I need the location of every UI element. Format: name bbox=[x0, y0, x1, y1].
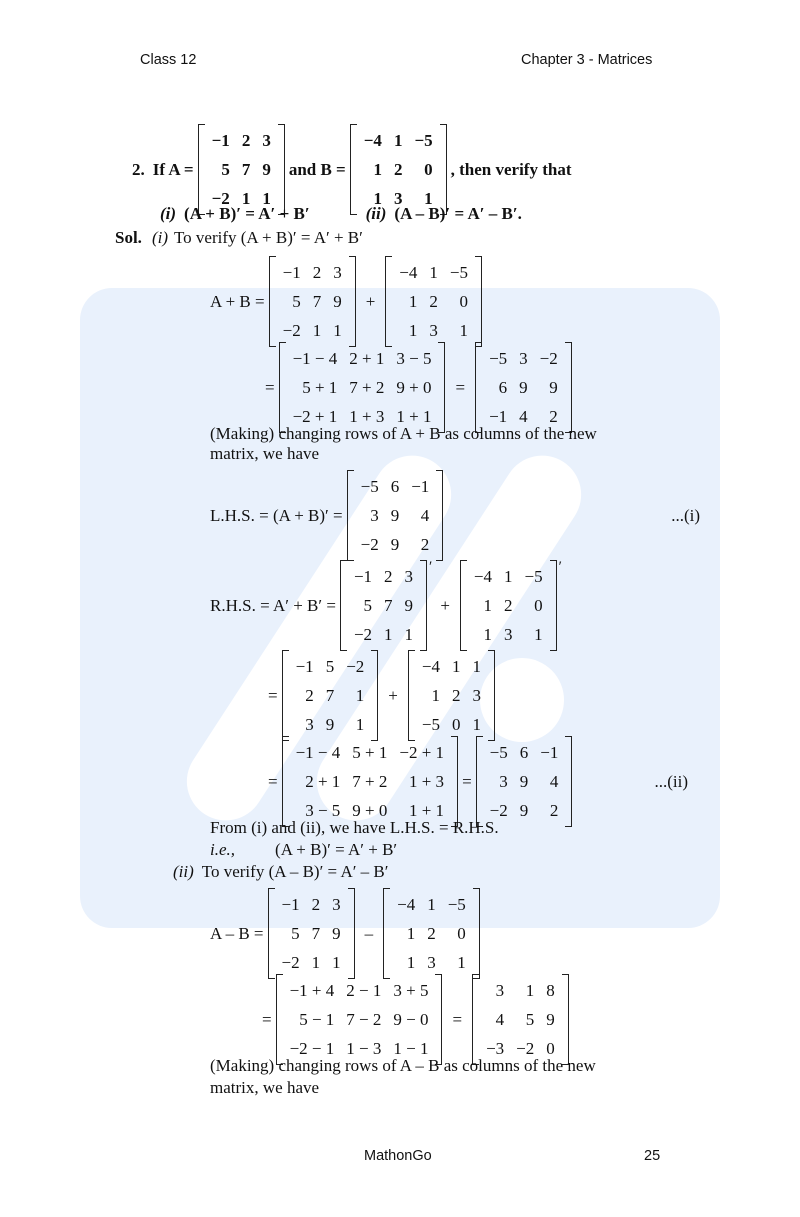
matrix-cell: 3 − 5 bbox=[305, 800, 341, 820]
equation-tag-i: ...(i) bbox=[671, 505, 700, 525]
matrix-cell: −2 bbox=[346, 656, 365, 676]
matrix-cell: −2 bbox=[489, 800, 508, 820]
matrix-cell: 2 bbox=[384, 566, 393, 586]
lhs-label: L.H.S. = (A + B)′ = bbox=[210, 505, 343, 525]
matrix-cell: 1 bbox=[404, 624, 414, 644]
matrix-cell: 1 bbox=[459, 320, 468, 340]
matrix-cell: 1 bbox=[262, 188, 271, 208]
matrix-cell: 9 + 0 bbox=[396, 377, 432, 397]
sol-part-i-label: (i) bbox=[151, 228, 168, 247]
matrix-cell: −2 − 1 bbox=[289, 1038, 335, 1058]
amb-diff-expr-matrix bbox=[276, 974, 443, 1065]
matrix-cell: 9 bbox=[332, 923, 341, 943]
matrix-cell: 3 bbox=[499, 771, 508, 791]
matrix-cell: 1 bbox=[312, 320, 322, 340]
matrix-cell: 3 bbox=[262, 130, 271, 150]
header-class-label: Class 12 bbox=[140, 52, 197, 68]
matrix-cell: −1 bbox=[295, 656, 314, 676]
matrix-cell: 9 bbox=[519, 800, 529, 820]
matrix-cell: −5 bbox=[414, 130, 433, 150]
matrix-cell: −1 bbox=[282, 262, 301, 282]
matrix-cell: 4 bbox=[420, 505, 430, 525]
matrix-cell: 1 bbox=[408, 291, 418, 311]
amb-matrix-A bbox=[268, 888, 355, 979]
rhs-transposed-line bbox=[268, 650, 499, 741]
matrix-cell: 9 − 0 bbox=[393, 1009, 429, 1029]
rhs-sum-expr-matrix bbox=[282, 736, 458, 827]
matrix-cell: −5 bbox=[447, 894, 466, 914]
part-i-label: (i) bbox=[160, 204, 177, 223]
equals-sign: = bbox=[455, 377, 466, 397]
rhs-sum-line bbox=[268, 736, 688, 827]
page-number: 25 bbox=[644, 1148, 661, 1164]
rhs-label: R.H.S. = A′ + B′ = bbox=[210, 595, 336, 615]
part-ii-intro-line bbox=[173, 862, 389, 882]
apb-matrix-B bbox=[385, 256, 482, 347]
matrix-cell: 5 bbox=[292, 291, 301, 311]
matrix-cell: 9 bbox=[390, 534, 400, 554]
equals-sign: = bbox=[462, 771, 472, 791]
matrix-cell: −1 bbox=[211, 130, 230, 150]
matrix-cell: 0 bbox=[459, 291, 468, 311]
matrix-cell: −1 − 4 bbox=[292, 348, 338, 368]
matrix-cell: 4 bbox=[519, 406, 528, 426]
sol-part-ii-intro: To verify (A – B)′ = A′ – B′ bbox=[201, 862, 389, 881]
plus-sign: + bbox=[365, 291, 376, 311]
matrix-cell: 9 bbox=[519, 771, 529, 791]
matrix-cell: 3 − 5 bbox=[396, 348, 432, 368]
matrix-cell: 9 bbox=[333, 291, 342, 311]
matrix-cell: 1 bbox=[241, 188, 251, 208]
rhs-line bbox=[210, 560, 564, 651]
matrix-cell: 5 bbox=[325, 656, 335, 676]
matrix-cell: −4 bbox=[363, 130, 382, 150]
transpose-explanation-4: matrix, we have bbox=[210, 1078, 320, 1097]
matrix-cell: 1 + 3 bbox=[349, 406, 385, 426]
matrix-cell: −5 bbox=[360, 476, 379, 496]
matrix-cell: −5 bbox=[449, 262, 468, 282]
matrix-cell: 3 bbox=[305, 714, 314, 734]
matrix-cell: 3 bbox=[495, 980, 505, 1000]
matrix-cell: 9 bbox=[262, 159, 271, 179]
rhs-matrix-A bbox=[340, 560, 427, 651]
matrix-cell: 6 bbox=[498, 377, 508, 397]
matrix-cell: 1 bbox=[504, 566, 513, 586]
matrix-cell: −2 + 1 bbox=[292, 406, 338, 426]
matrix-cell: 0 bbox=[424, 159, 433, 179]
apb-label: A + B = bbox=[210, 291, 265, 311]
ie-label: i.e., bbox=[210, 840, 236, 859]
matrix-cell: 6 bbox=[390, 476, 400, 496]
matrix-cell: 1 bbox=[332, 952, 341, 972]
matrix-cell: 7 bbox=[325, 685, 335, 705]
matrix-cell: 1 − 1 bbox=[393, 1038, 429, 1058]
matrix-cell: 9 bbox=[549, 377, 558, 397]
matrix-cell: 2 bbox=[312, 262, 322, 282]
matrix-cell: −5 bbox=[524, 566, 543, 586]
matrix-cell: −1 + 4 bbox=[289, 980, 335, 1000]
matrix-cell: −1 − 4 bbox=[295, 742, 341, 762]
transpose-explanation-3: (Making) changing rows of A – B as columns of the new bbox=[210, 1056, 596, 1075]
matrix-cell: 2 bbox=[311, 894, 321, 914]
matrix-cell: 4 bbox=[495, 1009, 505, 1029]
question-tail: , then verify that bbox=[450, 159, 572, 179]
matrix-cell: 5 − 1 bbox=[299, 1009, 335, 1029]
matrix-cell: 1 + 3 bbox=[408, 771, 445, 791]
matrix-cell: −1 bbox=[411, 476, 430, 496]
apb-matrix-A bbox=[269, 256, 356, 347]
matrix-cell: 1 bbox=[384, 624, 393, 644]
matrix-cell: 0 bbox=[534, 595, 543, 615]
matrix-cell: 7 bbox=[312, 291, 322, 311]
matrix-cell: 7 bbox=[241, 159, 251, 179]
sol-part-ii-label: (ii) bbox=[173, 862, 194, 881]
matrix-cell: 7 + 2 bbox=[352, 771, 388, 791]
matrix-cell: 1 bbox=[373, 188, 382, 208]
matrix-cell: 3 bbox=[472, 685, 481, 705]
transpose-explanation-1: (Making) changing rows of A + B as columns of the new bbox=[210, 424, 597, 443]
question-parts bbox=[160, 204, 522, 224]
equation-tag-ii: ...(ii) bbox=[654, 771, 688, 791]
question-number: 2. bbox=[132, 159, 145, 179]
transpose-explanation-2: matrix, we have bbox=[210, 444, 320, 463]
a-plus-b-line bbox=[210, 256, 486, 347]
matrix-A bbox=[198, 124, 285, 215]
equals-sign: = bbox=[265, 377, 275, 397]
matrix-cell: −1 bbox=[353, 566, 373, 586]
equals-sign: = bbox=[268, 771, 278, 791]
minus-sign: – bbox=[364, 923, 374, 943]
matrix-cell: 2 bbox=[241, 130, 251, 150]
matrix-cell: 1 bbox=[525, 980, 535, 1000]
amb-matrix-B bbox=[383, 888, 480, 979]
matrix-cell: 9 bbox=[546, 1009, 555, 1029]
matrix-cell: 9 bbox=[390, 505, 400, 525]
matrix-cell: −5 bbox=[489, 742, 508, 762]
matrix-cell: −2 bbox=[360, 534, 379, 554]
solution-intro bbox=[115, 228, 363, 248]
matrix-cell: −2 bbox=[539, 348, 558, 368]
matrix-cell: 7 − 2 bbox=[346, 1009, 382, 1029]
rhs-At-matrix bbox=[282, 650, 379, 741]
matrix-cell: 1 bbox=[457, 952, 466, 972]
matrix-cell: 2 − 1 bbox=[346, 980, 382, 1000]
matrix-cell: 9 bbox=[325, 714, 335, 734]
matrix-cell: 3 bbox=[393, 188, 403, 208]
equals-sign: = bbox=[262, 1009, 272, 1029]
matrix-cell: −2 bbox=[281, 952, 300, 972]
matrix-cell: 3 bbox=[404, 566, 414, 586]
matrix-cell: 2 bbox=[393, 159, 403, 179]
question-lead: If A = bbox=[152, 159, 194, 179]
matrix-cell: 9 + 0 bbox=[352, 800, 388, 820]
matrix-cell: 2 + 1 bbox=[349, 348, 385, 368]
matrix-cell: 2 bbox=[504, 595, 513, 615]
matrix-cell: −2 bbox=[282, 320, 301, 340]
question-statement bbox=[132, 124, 572, 215]
a-minus-b-line bbox=[210, 888, 484, 979]
matrix-cell: 1 bbox=[427, 894, 436, 914]
matrix-cell: 5 bbox=[291, 923, 300, 943]
matrix-cell: 2 bbox=[305, 685, 314, 705]
matrix-cell: 1 bbox=[451, 656, 461, 676]
plus-sign: + bbox=[388, 685, 398, 705]
plus-sign: + bbox=[440, 595, 450, 615]
matrix-cell: 3 bbox=[427, 952, 436, 972]
matrix-cell: 3 bbox=[333, 262, 342, 282]
matrix-cell: 2 bbox=[549, 406, 558, 426]
matrix-cell: −4 bbox=[473, 566, 493, 586]
matrix-cell: 7 + 2 bbox=[349, 377, 385, 397]
lhs-line bbox=[210, 470, 700, 561]
matrix-cell: 1 + 1 bbox=[408, 800, 445, 820]
matrix-cell: 1 bbox=[406, 923, 416, 943]
matrix-cell: 1 bbox=[483, 595, 493, 615]
transpose-prime: ′ bbox=[558, 559, 562, 575]
matrix-cell: −2 + 1 bbox=[399, 742, 445, 762]
matrix-cell: 1 bbox=[393, 130, 403, 150]
matrix-cell: −5 bbox=[421, 714, 440, 734]
matrix-cell: 1 bbox=[408, 320, 418, 340]
footer-brand: MathonGo bbox=[364, 1148, 432, 1164]
apb-sum-expr-matrix bbox=[279, 342, 446, 433]
matrix-cell: 1 bbox=[373, 159, 382, 179]
matrix-cell: 5 bbox=[221, 159, 230, 179]
matrix-cell: 2 bbox=[549, 800, 559, 820]
matrix-cell: 1 bbox=[355, 714, 365, 734]
matrix-cell: 3 bbox=[332, 894, 341, 914]
conclusion-line: From (i) and (ii), we have L.H.S. = R.H.S. bbox=[210, 818, 499, 837]
matrix-cell: −2 bbox=[211, 188, 230, 208]
matrix-cell: 1 bbox=[472, 714, 481, 734]
matrix-cell: 2 bbox=[429, 291, 438, 311]
matrix-cell: −1 bbox=[489, 406, 508, 426]
matrix-cell: −1 bbox=[281, 894, 300, 914]
matrix-cell: −1 bbox=[540, 742, 559, 762]
matrix-cell: 5 bbox=[525, 1009, 535, 1029]
part-ii-text: (A – B)′ = A′ – B′. bbox=[394, 204, 522, 223]
matrix-cell: 8 bbox=[546, 980, 555, 1000]
matrix-B bbox=[350, 124, 447, 215]
matrix-cell: 1 bbox=[429, 262, 438, 282]
matrix-cell: 9 bbox=[519, 377, 528, 397]
amb-label: A – B = bbox=[210, 923, 264, 943]
matrix-cell: −4 bbox=[421, 656, 440, 676]
header-chapter-title: Chapter 3 - Matrices bbox=[521, 52, 653, 68]
matrix-cell: 1 bbox=[483, 624, 493, 644]
matrix-cell: 3 bbox=[519, 348, 528, 368]
equals-sign: = bbox=[268, 685, 278, 705]
rhs-result-matrix bbox=[476, 736, 573, 827]
matrix-cell: 5 bbox=[363, 595, 373, 615]
matrix-cell: 7 bbox=[311, 923, 321, 943]
matrix-cell: 0 bbox=[457, 923, 466, 943]
matrix-cell: 3 bbox=[370, 505, 379, 525]
matrix-cell: 1 − 3 bbox=[346, 1038, 382, 1058]
matrix-cell: 1 bbox=[534, 624, 543, 644]
ie-line bbox=[210, 840, 397, 860]
a-minus-b-diff-line bbox=[262, 974, 573, 1065]
matrix-cell: 1 + 1 bbox=[396, 406, 432, 426]
matrix-cell: 6 bbox=[519, 742, 529, 762]
matrix-cell: −5 bbox=[489, 348, 508, 368]
rhs-Bt-matrix bbox=[408, 650, 495, 741]
matrix-cell: 2 + 1 bbox=[305, 771, 341, 791]
part-i-text: (A + B)′ = A′ + B′ bbox=[184, 204, 310, 223]
matrix-cell: 2 bbox=[420, 534, 430, 554]
matrix-cell: 2 bbox=[427, 923, 436, 943]
sol-part-i-intro: To verify (A + B)′ = A′ + B′ bbox=[173, 228, 363, 247]
lhs-matrix bbox=[347, 470, 444, 561]
a-plus-b-sum-line bbox=[265, 342, 576, 433]
matrix-cell: 2 bbox=[451, 685, 461, 705]
matrix-cell: 1 bbox=[406, 952, 416, 972]
matrix-cell: 5 + 1 bbox=[302, 377, 338, 397]
apb-result-matrix bbox=[475, 342, 572, 433]
matrix-cell: 0 bbox=[451, 714, 461, 734]
matrix-cell: 7 bbox=[384, 595, 393, 615]
ie-text: (A + B)′ = A′ + B′ bbox=[275, 840, 398, 859]
matrix-cell: −3 bbox=[486, 1038, 505, 1058]
sol-label: Sol. bbox=[115, 228, 142, 247]
question-mid: and B = bbox=[288, 159, 346, 179]
matrix-cell: 1 bbox=[333, 320, 342, 340]
matrix-cell: −4 bbox=[397, 894, 416, 914]
matrix-cell: 3 bbox=[504, 624, 513, 644]
matrix-cell: 1 bbox=[311, 952, 321, 972]
matrix-cell: 4 bbox=[549, 771, 559, 791]
matrix-cell: 0 bbox=[546, 1038, 555, 1058]
matrix-cell: 5 + 1 bbox=[352, 742, 388, 762]
matrix-cell: 1 bbox=[424, 188, 433, 208]
equals-sign: = bbox=[452, 1009, 463, 1029]
matrix-cell: −2 bbox=[516, 1038, 535, 1058]
transpose-prime: ′ bbox=[429, 559, 433, 575]
matrix-cell: 9 bbox=[404, 595, 414, 615]
matrix-cell: −4 bbox=[399, 262, 418, 282]
amb-result-matrix bbox=[472, 974, 569, 1065]
rhs-matrix-B bbox=[460, 560, 557, 651]
matrix-cell: −2 bbox=[353, 624, 373, 644]
matrix-cell: 3 bbox=[429, 320, 438, 340]
matrix-cell: 3 + 5 bbox=[393, 980, 429, 1000]
matrix-cell: 1 bbox=[431, 685, 440, 705]
matrix-cell: 1 bbox=[472, 656, 481, 676]
part-ii-label: (ii) bbox=[365, 204, 387, 223]
matrix-cell: 1 bbox=[355, 685, 365, 705]
